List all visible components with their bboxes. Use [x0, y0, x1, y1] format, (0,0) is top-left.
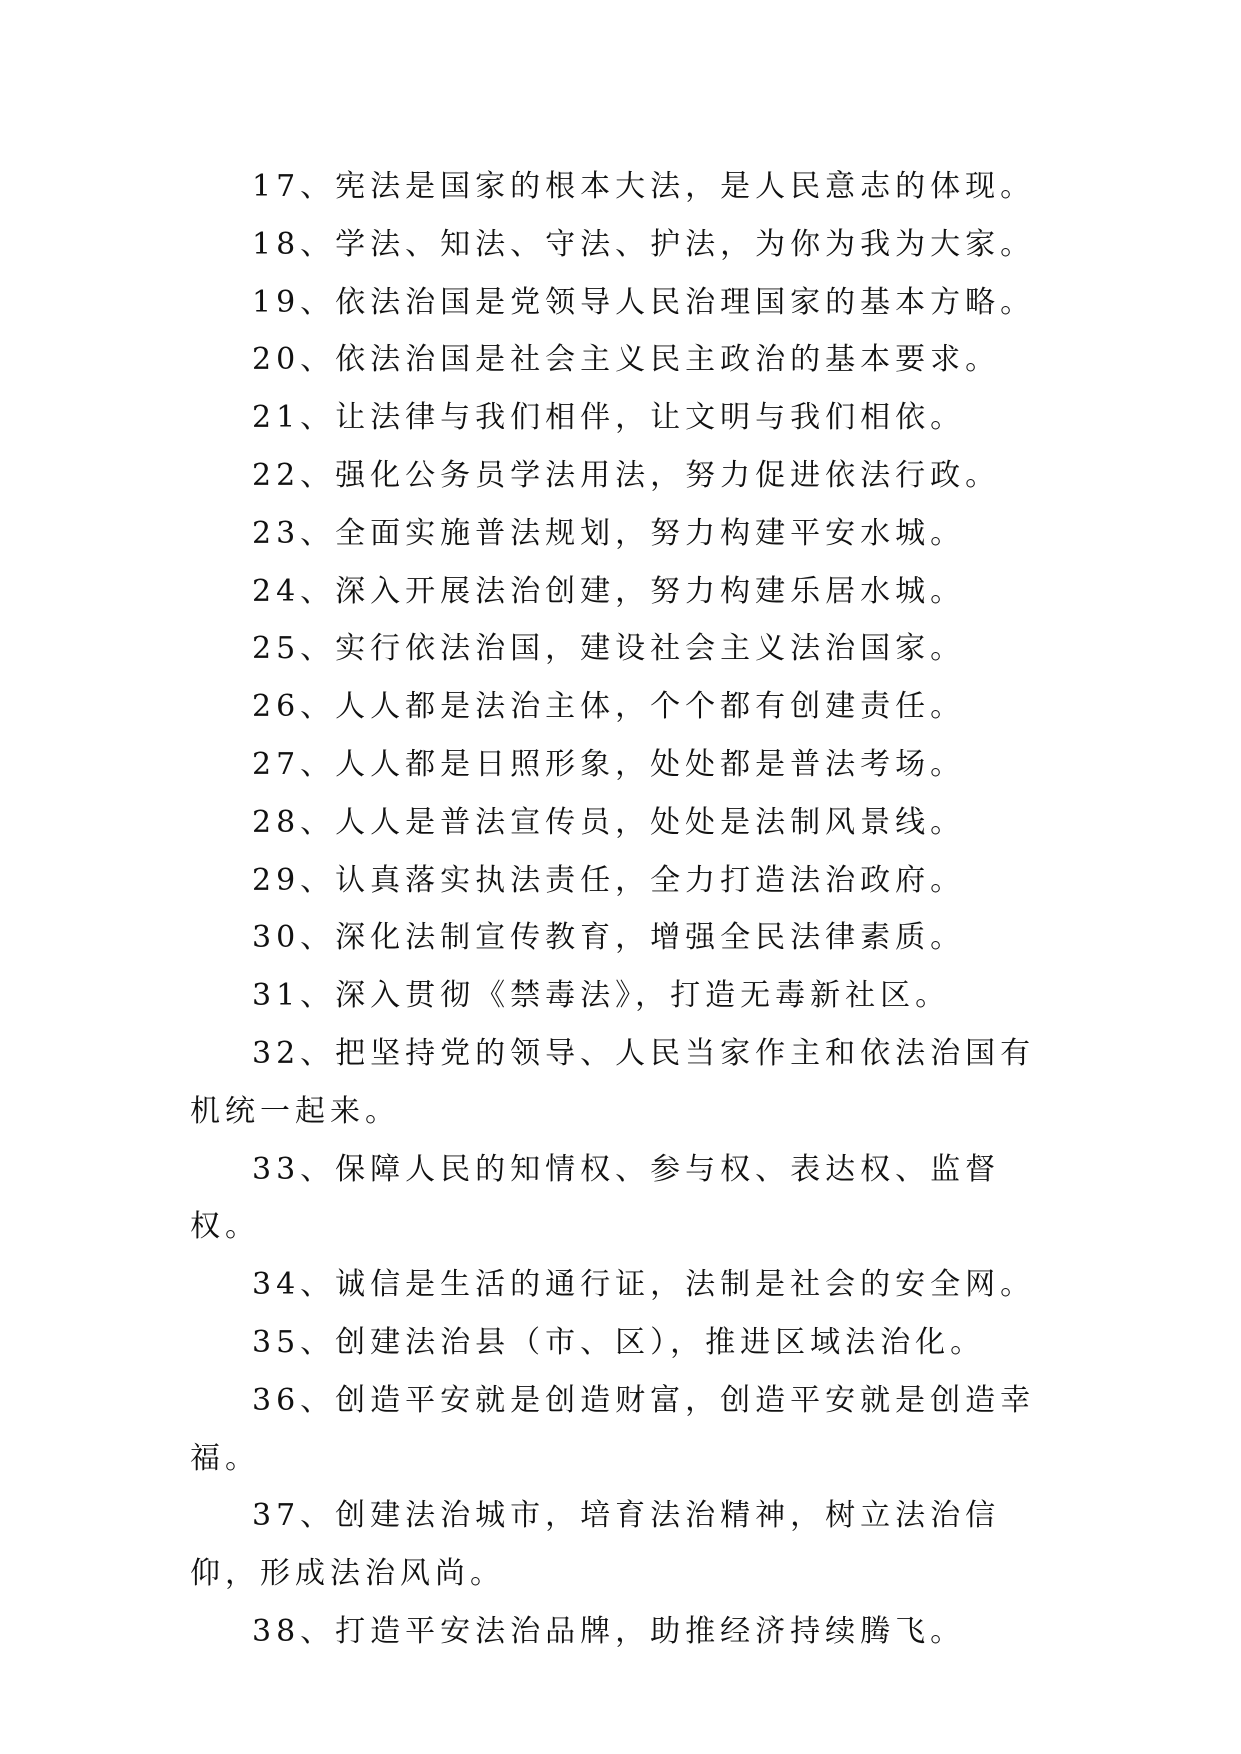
list-item: 19、依法治国是党领导人民治理国家的基本方略。 [252, 284, 1036, 320]
list-item: 22、强化公务员学法用法，努力促进依法行政。 [252, 457, 1001, 493]
list-item: 38、打造平安法治品牌，助推经济持续腾飞。 [252, 1613, 966, 1649]
list-item: 17、宪法是国家的根本大法，是人民意志的体现。 [252, 169, 1036, 204]
list-item: 34、诚信是生活的通行证，法制是社会的安全网。 [252, 1267, 1036, 1303]
list-item: 30、深化法制宣传教育，增强全民法律素质。 [252, 920, 966, 956]
list-item: 26、人人都是法治主体，个个都有创建责任。 [252, 689, 966, 725]
slogan-list [190, 158, 1070, 1661]
list-item: 27、人人都是日照形象，处处都是普法考场。 [252, 746, 966, 782]
list-item: 28、人人是普法宣传员，处处是法制风景线。 [252, 804, 966, 840]
list-item: 35、创建法治县（市、区），推进区域法治化。 [252, 1324, 986, 1360]
list-item: 18、学法、知法、守法、护法，为你为我为大家。 [252, 226, 1036, 262]
list-item: 32、把坚持党的领导、人民当家作主和依法治国有机统一起来。 [190, 1035, 1036, 1129]
list-item: 29、认真落实执法责任，全力打造法治政府。 [252, 862, 966, 898]
list-item: 23、全面实施普法规划，努力构建平安水城。 [252, 515, 966, 551]
list-item: 20、依法治国是社会主义民主政治的基本要求。 [252, 342, 1001, 378]
list-item: 25、实行依法治国，建设社会主义法治国家。 [252, 631, 966, 667]
list-item: 24、深入开展法治创建，努力构建乐居水城。 [252, 573, 966, 609]
list-item: 31、深入贯彻《禁毒法》，打造无毒新社区。 [252, 978, 951, 1014]
list-item: 37、创建法治城市，培育法治精神，树立法治信仰，形成法治风尚。 [190, 1498, 1001, 1592]
list-item: 33、保障人民的知情权、参与权、表达权、监督权。 [190, 1151, 1001, 1245]
list-item: 36、创造平安就是创造财富，创造平安就是创造幸福。 [190, 1382, 1036, 1476]
list-item: 21、让法律与我们相伴，让文明与我们相依。 [252, 400, 966, 436]
